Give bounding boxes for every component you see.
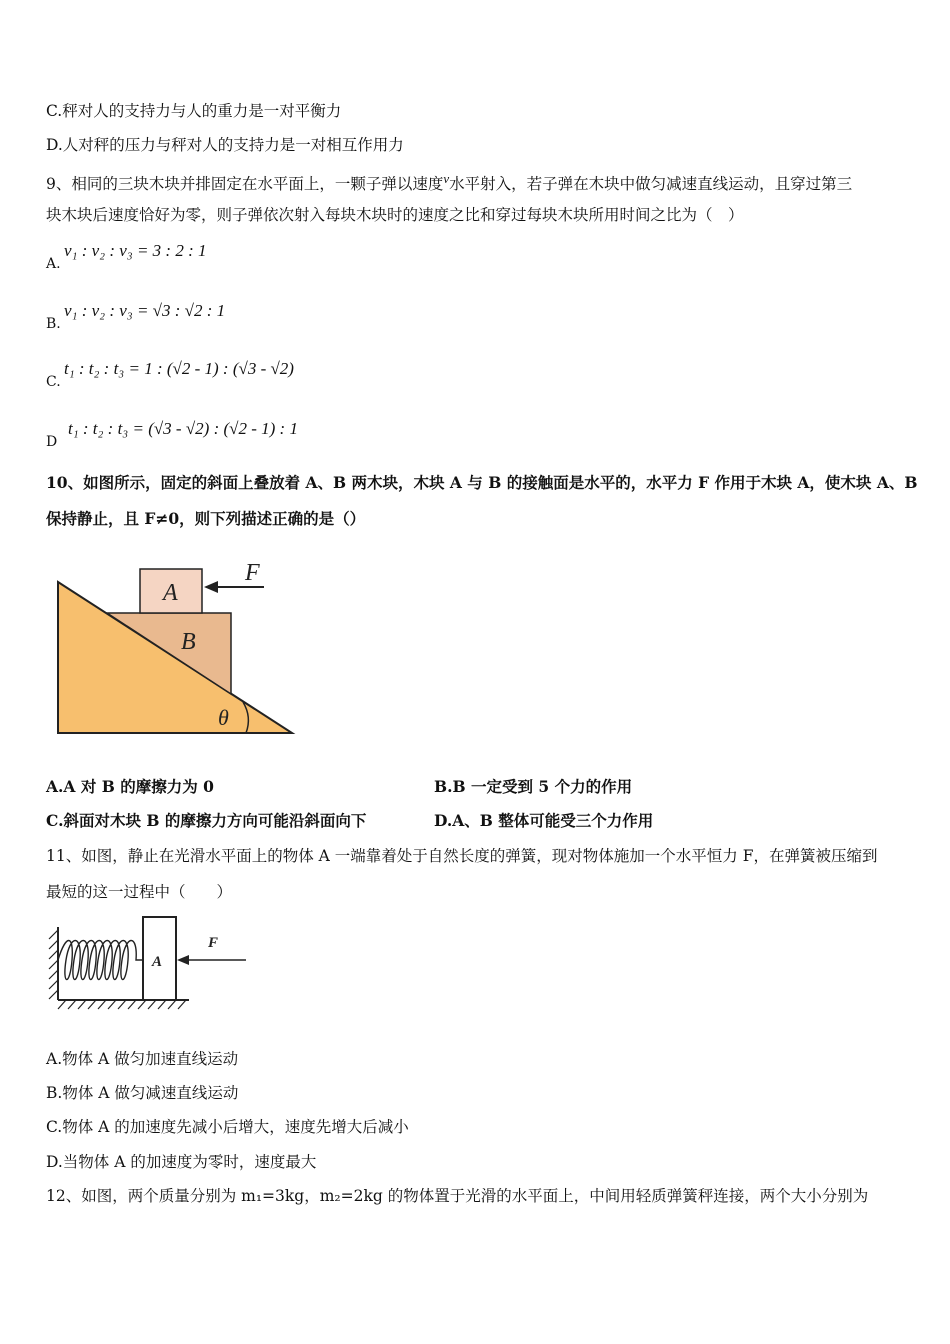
q9-option-b-expr: v₁ : v₂ : v₃ = √3 : √2 : 1 — [64, 301, 226, 320]
q9-option-d-label: D — [46, 434, 58, 450]
theta-label: θ — [218, 705, 229, 730]
q9-stem-part1: 9、相同的三块木块并排固定在水平面上，一颗子弹以速度 — [46, 175, 444, 193]
q10-stem-line1: 10、如图所示，固定的斜面上叠放着 A、B 两木块，木块 A 与 B 的接触面是水平的，水平力 F 作用于木块 A，使木块 A、B — [46, 473, 918, 492]
wall-hatching — [49, 930, 58, 999]
q10-option-d: D.A、B 整体可能受三个力作用 — [434, 811, 654, 830]
q12-stem-line1: 12、如图，两个质量分别为 m₁=3kg，m₂=2kg 的物体置于光滑的水平面上，中间用轻质弹簧秤连接，两个大小分别为 — [46, 1187, 869, 1205]
q9-option-a-expr: v₁ : v₂ : v₃ = 3 : 2 : 1 — [64, 241, 207, 260]
force-arrowhead — [177, 955, 189, 965]
ground-hatching — [58, 1000, 186, 1009]
q9-velocity-symbol: v — [443, 171, 450, 186]
q9-option-a — [46, 240, 206, 275]
q9-stem-line1 — [46, 168, 852, 195]
block-b-label: B — [181, 629, 196, 655]
spring — [58, 941, 143, 980]
q11-stem-line2: 最短的这一过程中（ ） — [46, 883, 233, 901]
q11-option-a: A.物体 A 做匀加速直线运动 — [46, 1050, 239, 1068]
q9-stem-line2: 块木块后速度恰好为零，则子弹依次射入每块木块时的速度之比和穿过每块木块所用时间之比为（ ） — [46, 206, 744, 224]
q9-option-c-expr: t₁ : t₂ : t₃ = 1 : (√2 - 1) : (√3 - √2) — [64, 359, 294, 378]
q9-option-d-expr: t₁ : t₂ : t₃ = (√3 - √2) : (√2 - 1) : 1 — [68, 419, 298, 438]
block-a-label: A — [152, 954, 163, 970]
q11-option-b: B.物体 A 做匀减速直线运动 — [46, 1084, 239, 1102]
force-arrowhead — [204, 581, 218, 593]
q11-option-d: D.当物体 A 的加速度为零时，速度最大 — [46, 1153, 317, 1171]
force-label: F — [208, 935, 219, 951]
q10-option-b: B.B 一定受到 5 个力的作用 — [434, 777, 633, 796]
q8-option-c: C.秤对人的支持力与人的重力是一对平衡力 — [46, 102, 342, 120]
q10-option-a: A.A 对 B 的摩擦力为 0 — [46, 777, 214, 796]
q9-stem-part2: 水平射入，若子弹在木块中做匀减速直线运动，且穿过第三 — [449, 175, 853, 193]
q10-incline-figure — [40, 555, 310, 745]
q11-option-c: C.物体 A 的加速度先减小后增大，速度先增大后减小 — [46, 1118, 409, 1136]
q8-option-d: D.人对秤的压力与秤对人的支持力是一对相互作用力 — [46, 136, 404, 154]
q9-option-c-label: C. — [46, 374, 61, 390]
q9-option-d — [46, 418, 298, 453]
q9-option-b — [46, 300, 225, 335]
q11-stem-line1: 11、如图，静止在光滑水平面上的物体 A 一端靠着处于自然长度的弹簧，现对物体施加一个水平恒力 F，在弹簧被压缩到 — [46, 847, 878, 865]
q11-spring-figure — [44, 912, 254, 1014]
q9-option-a-label: A. — [46, 256, 61, 272]
q10-option-c: C.斜面对木块 B 的摩擦力方向可能沿斜面向下 — [46, 811, 367, 830]
q10-stem-line2: 保持静止，且 F≠0，则下列描述正确的是（） — [46, 509, 366, 528]
q9-option-c — [46, 358, 294, 393]
force-label: F — [245, 560, 260, 586]
block-a-label: A — [163, 580, 178, 606]
q9-option-b-label: B. — [46, 316, 61, 332]
